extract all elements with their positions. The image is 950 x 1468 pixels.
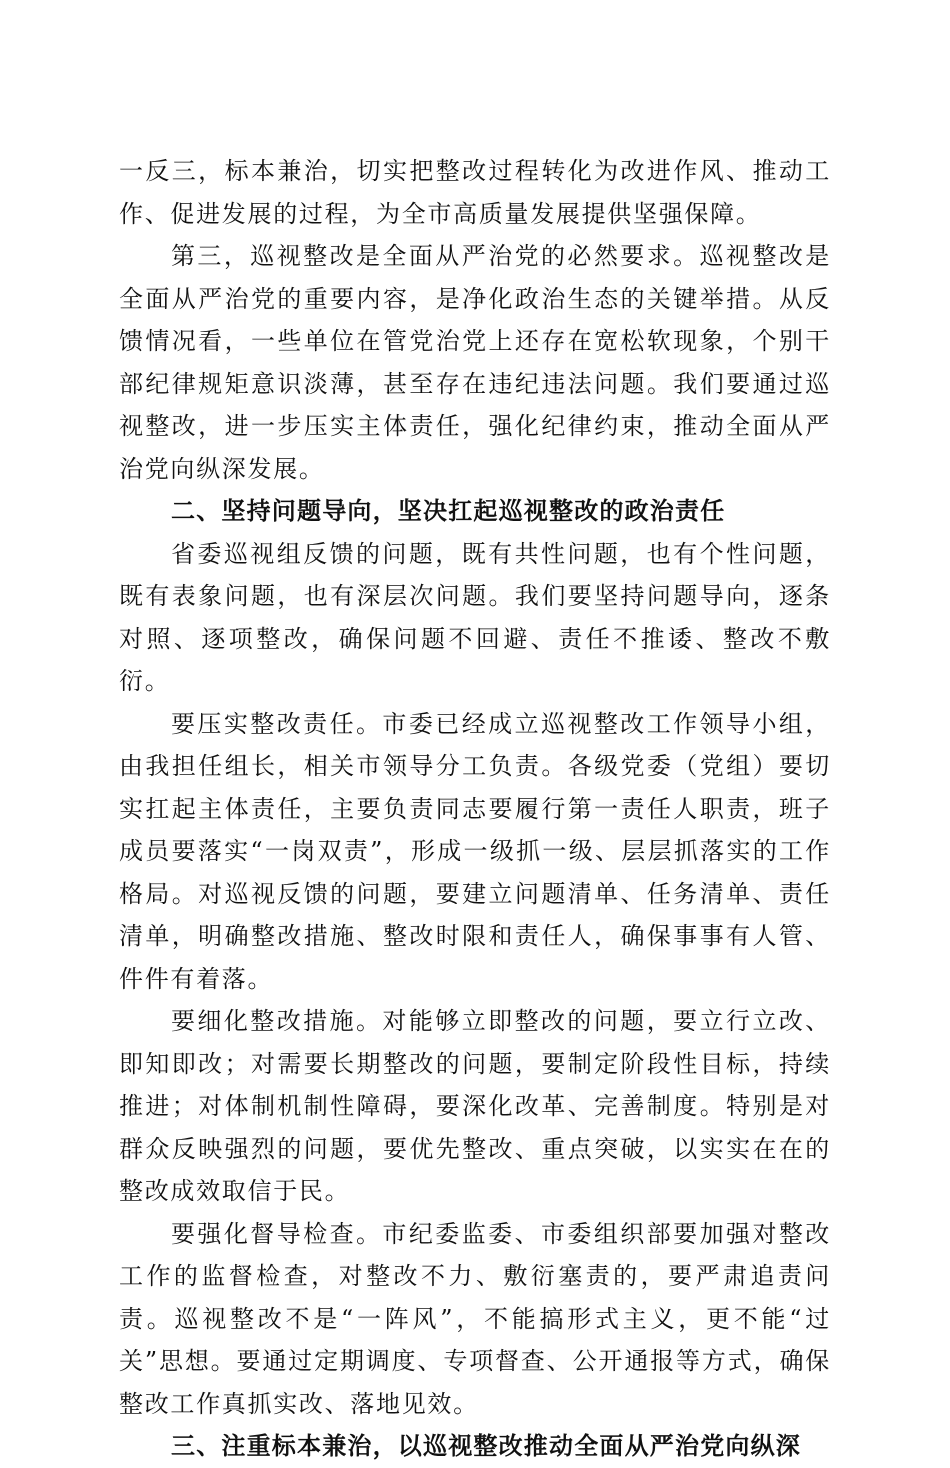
paragraph-third-point: 第三，巡视整改是全面从严治党的必然要求。巡视整改是全面从严治党的重要内容，是净化政治生态的关键举措。从反馈情况看，一些单位在管党治党上还存在宽松软现象，个别干部纪律规矩意识淡薄，甚至存在违纪违法问题。我们要通过巡视整改，进一步压实主体责任，强化纪律约束，推动全面从严治党向纵深发展。: [119, 242, 831, 483]
paragraph-measures: 要细化整改措施。对能够立即整改的问题，要立行立改、即知即改；对需要长期整改的问题，要制定阶段性目标，持续推进；对体制机制性障碍，要深化改革、完善制度。特别是对群众反映强烈的问题，要优先整改、重点突破，以实实在在的整改成效取信于民。: [119, 1007, 831, 1205]
section-heading-3: 三、注重标本兼治，以巡视整改推动全面从严治党向纵深: [171, 1432, 801, 1460]
paragraph-responsibility: 要压实整改责任。市委已经成立巡视整改工作领导小组，由我担任组长，相关市领导分工负责。各级党委（党组）要切实扛起主体责任，主要负责同志要履行第一责任人职责，班子成员要落实“一岗双责”，形成一级抓一级、层层抓落实的工作格局。对巡视反馈的问题，要建立问题清单、任务清单、责任清单，明确整改措施、整改时限和责任人，确保事事有人管、件件有着落。: [119, 709, 831, 993]
paragraph-feedback-issues: 省委巡视组反馈的问题，既有共性问题，也有个性问题，既有表象问题，也有深层次问题。我们要坚持问题导向，逐条对照、逐项整改，确保问题不回避、责任不推诿、整改不敷衍。: [119, 539, 831, 695]
paragraph-supervision: 要强化督导检查。市纪委监委、市委组织部要加强对整改工作的监督检查，对整改不力、敷衍塞责的，要严肃追责问责。巡视整改不是“一阵风”，不能搞形式主义，更不能“过关”思想。要通过定期调度、专项督查、公开通报等方式，确保整改工作真抓实改、落地见效。: [119, 1219, 831, 1418]
section-heading-2: 二、坚持问题导向，坚决扛起巡视整改的政治责任: [171, 497, 726, 525]
document-body: [119, 150, 831, 1468]
paragraph-continuation: 一反三，标本兼治，切实把整改过程转化为改进作风、推动工作、促进发展的过程，为全市高质量发展提供坚强保障。: [119, 157, 831, 228]
